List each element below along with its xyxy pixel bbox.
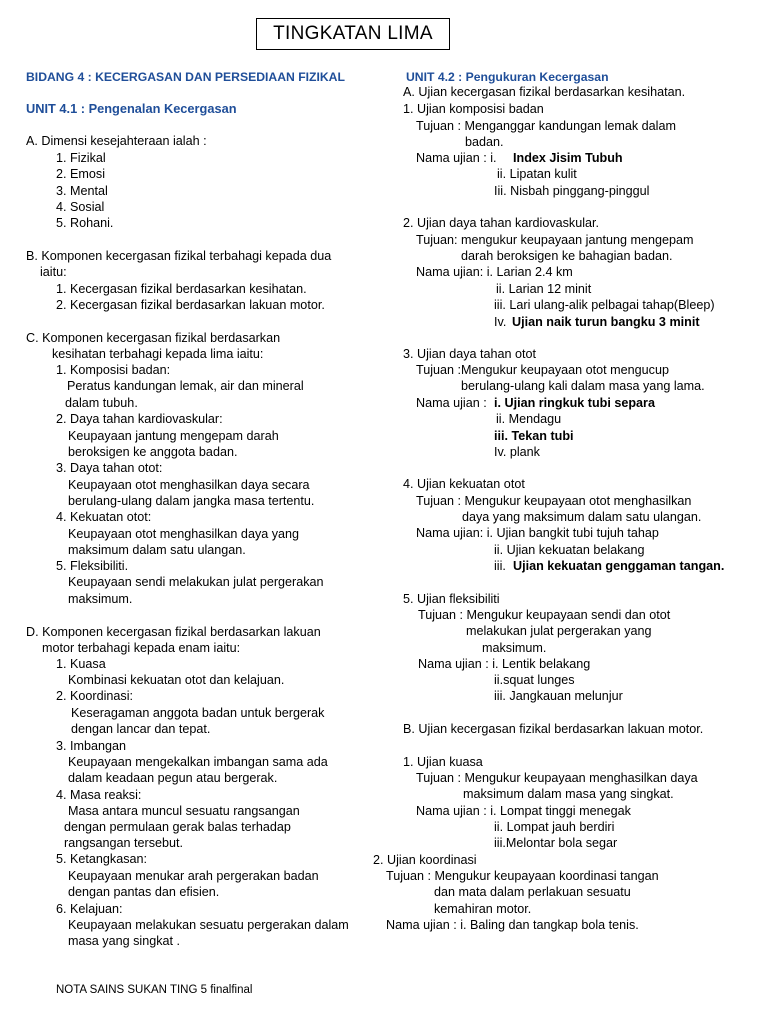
list-item: 1. Kecergasan fizikal berdasarkan kesihatan. <box>56 282 307 296</box>
test-name: ii. Lipatan kulit <box>497 167 577 181</box>
list-item-desc: Keupayaan melakukan sesuatu pergerakan dalam <box>68 918 349 932</box>
list-item-desc: Keupayaan sendi melakukan julat pergerakan <box>68 575 324 589</box>
test-name: Iii. Nisbah pinggang-pinggul <box>494 184 650 198</box>
list-item-desc: Peratus kandungan lemak, air dan mineral <box>67 379 304 393</box>
section-d-title-cont: motor terbahagi kepada enam iaitu: <box>42 641 241 655</box>
test-name-number: Iv. <box>494 315 507 329</box>
unit-heading: UNIT 4.1 : Pengenalan Kecergasan <box>26 101 237 116</box>
list-item-desc: Masa antara muncul sesuatu rangsangan <box>68 804 300 818</box>
test-name: ii. Mendagu <box>496 412 562 426</box>
list-item: 2. Emosi <box>56 167 105 181</box>
list-item-desc: Keupayaan mengekalkan imbangan sama ada <box>68 755 328 769</box>
test-name: ii. Lompat jauh berdiri <box>494 820 615 834</box>
list-item: 1. Kuasa <box>56 657 106 671</box>
test-purpose: Tujuan : Mengukur keupayaan menghasilkan daya <box>416 771 698 785</box>
list-item-desc: rangsangan tersebut. <box>64 836 184 850</box>
test-name: iii. Tekan tubi <box>494 429 574 443</box>
test-name: i. Ujian ringkuk tubi separa <box>494 396 655 410</box>
section-heading: BIDANG 4 : KECERGASAN DAN PERSEDIAAN FIZIKAL <box>26 70 345 84</box>
list-item-desc: Keseragaman anggota badan untuk bergerak <box>71 706 325 720</box>
list-item-desc: Keupayaan jantung mengepam darah <box>68 429 279 443</box>
list-item: 5. Ketangkasan: <box>56 852 148 866</box>
section-c-title: C. Komponen kecergasan fizikal berdasarkan <box>26 331 281 345</box>
list-item-desc: dalam tubuh. <box>65 396 138 410</box>
section-d-title: D. Komponen kecergasan fizikal berdasarkan lakuan <box>26 625 321 639</box>
list-item: 6. Kelajuan: <box>56 902 123 916</box>
test-name: Index Jisim Tubuh <box>513 151 623 165</box>
test-name: Nama ujian : i. Lompat tinggi menegak <box>416 804 631 818</box>
test-purpose: Tujuan : Menganggar kandungan lemak dalam <box>416 119 676 133</box>
test-name: iii.Melontar bola segar <box>494 836 618 850</box>
list-item: 1. Komposisi badan: <box>56 363 171 377</box>
list-item: 3. Daya tahan otot: <box>56 461 163 475</box>
section-a-title: A. Dimensi kesejahteraan ialah : <box>26 134 207 148</box>
test-purpose: Tujuan: mengukur keupayaan jantung mengepam <box>416 233 694 247</box>
page-title: TINGKATAN LIMA <box>256 18 450 50</box>
test-names-label: Nama ujian : i. <box>416 151 497 165</box>
test-name: Nama ujian: i. Larian 2.4 km <box>416 265 573 279</box>
list-item-desc: Kombinasi kekuatan otot dan kelajuan. <box>68 673 285 687</box>
unit-heading: UNIT 4.2 : Pengukuran Kecergasan <box>406 70 609 84</box>
list-item: 4. Masa reaksi: <box>56 788 142 802</box>
list-item-desc: dengan pantas dan efisien. <box>68 885 220 899</box>
test-heading: 2. Ujian koordinasi <box>373 853 477 867</box>
list-item-desc: masa yang singkat . <box>68 934 181 948</box>
list-item: 4. Kekuatan otot: <box>56 510 152 524</box>
section-b-title: B. Komponen kecergasan fizikal terbahagi kepada dua <box>26 249 332 263</box>
list-item: 5. Fleksibiliti. <box>56 559 129 573</box>
list-item-desc: Keupayaan menukar arah pergerakan badan <box>68 869 319 883</box>
test-heading: 5. Ujian fleksibiliti <box>403 592 500 606</box>
test-purpose: Tujuan : Mengukur keupayaan otot menghasilkan <box>416 494 692 508</box>
list-item-desc: beroksigen ke anggota badan. <box>68 445 238 459</box>
test-heading: 3. Ujian daya tahan otot <box>403 347 537 361</box>
list-item-desc: Keupayaan otot menghasilkan daya secara <box>68 478 310 492</box>
test-purpose-cont: melakukan julat pergerakan yang <box>466 624 652 638</box>
list-item-desc: maksimum. <box>68 592 133 606</box>
list-item: 4. Sosial <box>56 200 105 214</box>
section-b-title-cont: iaitu: <box>40 265 67 279</box>
page-footer: NOTA SAINS SUKAN TING 5 finalfinal <box>56 984 253 996</box>
list-item: 2. Kecergasan fizikal berdasarkan lakuan motor. <box>56 298 325 312</box>
test-heading: 1. Ujian kuasa <box>403 755 483 769</box>
test-heading: 2. Ujian daya tahan kardiovaskular. <box>403 216 600 230</box>
list-item: 3. Mental <box>56 184 108 198</box>
test-purpose-cont: maksimum. <box>482 641 547 655</box>
test-heading: 4. Ujian kekuatan otot <box>403 477 525 491</box>
test-name: Ujian kekuatan genggaman tangan. <box>513 559 725 573</box>
list-item-desc: dengan permulaan gerak balas terhadap <box>64 820 291 834</box>
test-name: iii. Jangkauan melunjur <box>494 689 623 703</box>
test-name: Nama ujian : i. Baling dan tangkap bola tenis. <box>386 918 639 932</box>
section-a-title: A. Ujian kecergasan fizikal berdasarkan kesihatan. <box>403 85 686 99</box>
test-purpose-cont: berulang-ulang kali dalam masa yang lama. <box>461 379 705 393</box>
test-purpose-cont: darah beroksigen ke bahagian badan. <box>461 249 673 263</box>
section-c-title-cont: kesihatan terbahagi kepada lima iaitu: <box>52 347 264 361</box>
test-names-label: Nama ujian : <box>416 396 487 410</box>
list-item-desc: berulang-ulang dalam jangka masa tertentu. <box>68 494 315 508</box>
test-purpose-cont: dan mata dalam perlakuan sesuatu <box>434 885 631 899</box>
list-item-desc: maksimum dalam satu ulangan. <box>68 543 246 557</box>
test-purpose: Tujuan :Mengukur keupayaan otot mengucup <box>416 363 669 377</box>
test-name: Nama ujian: i. Ujian bangkit tubi tujuh tahap <box>416 526 659 540</box>
list-item-desc: Keupayaan otot menghasilkan daya yang <box>68 527 300 541</box>
test-name: ii. Larian 12 minit <box>496 282 592 296</box>
test-purpose: Tujuan : Mengukur keupayaan koordinasi tangan <box>386 869 659 883</box>
test-heading: 1. Ujian komposisi badan <box>403 102 544 116</box>
test-purpose-cont: daya yang maksimum dalam satu ulangan. <box>462 510 702 524</box>
test-name: Ujian naik turun bangku 3 minit <box>512 315 700 329</box>
list-item-desc: dalam keadaan pegun atau bergerak. <box>68 771 278 785</box>
test-name: ii.squat lunges <box>494 673 575 687</box>
list-item: 1. Fizikal <box>56 151 106 165</box>
test-name: Nama ujian : i. Lentik belakang <box>418 657 591 671</box>
list-item: 2. Koordinasi: <box>56 689 134 703</box>
test-purpose-cont: badan. <box>465 135 504 149</box>
list-item-desc: dengan lancar dan tepat. <box>71 722 211 736</box>
test-purpose-cont: maksimum dalam masa yang singkat. <box>463 787 674 801</box>
list-item: 5. Rohani. <box>56 216 114 230</box>
test-name: Iv. plank <box>494 445 540 459</box>
list-item: 3. Imbangan <box>56 739 127 753</box>
test-purpose: Tujuan : Mengukur keupayaan sendi dan otot <box>418 608 671 622</box>
test-name-number: iii. <box>494 559 506 573</box>
test-name: iii. Lari ulang-alik pelbagai tahap(Bleep) <box>494 298 715 312</box>
section-b-title: B. Ujian kecergasan fizikal berdasarkan lakuan motor. <box>403 722 704 736</box>
test-name: ii. Ujian kekuatan belakang <box>494 543 645 557</box>
test-purpose-cont: kemahiran motor. <box>434 902 532 916</box>
list-item: 2. Daya tahan kardiovaskular: <box>56 412 223 426</box>
